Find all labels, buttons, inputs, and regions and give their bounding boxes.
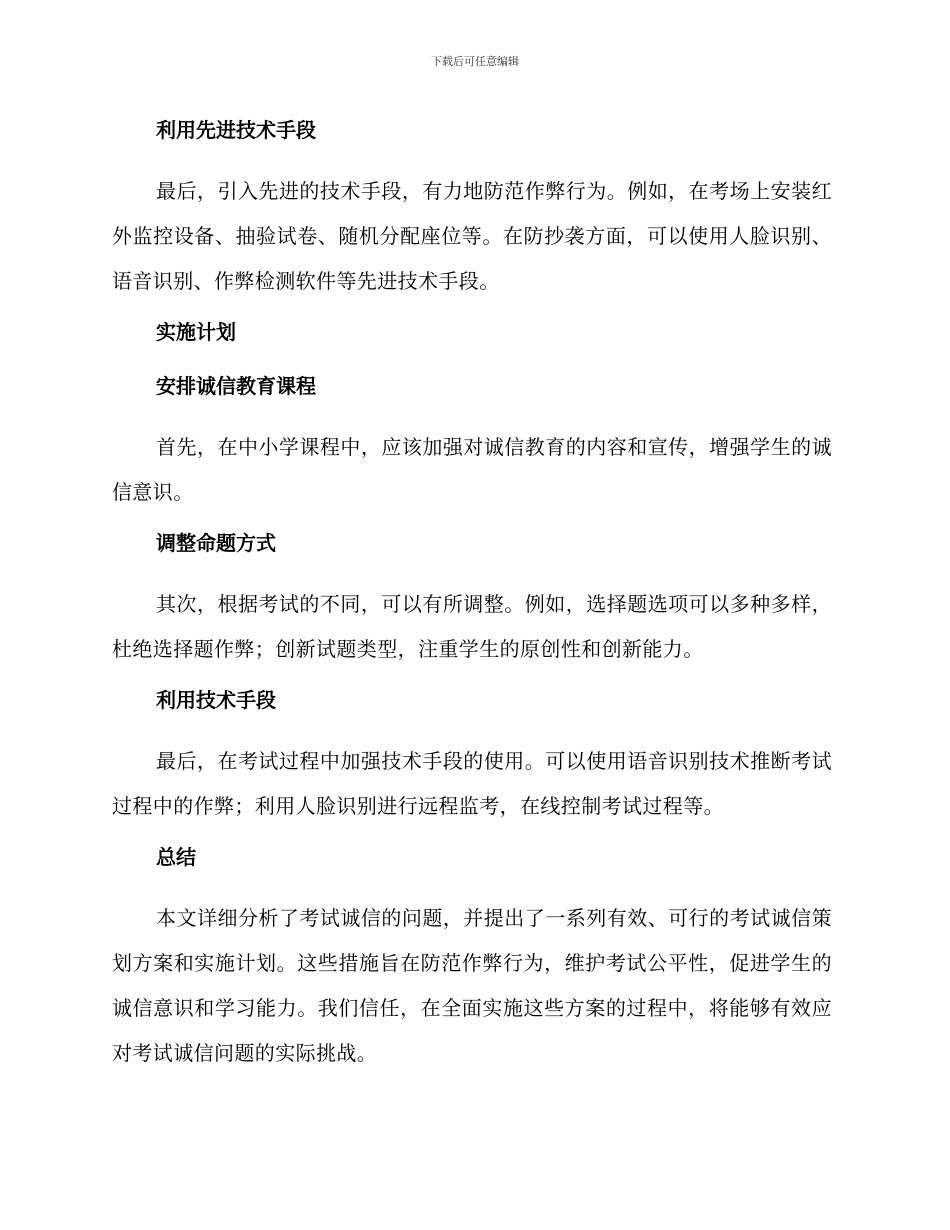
paragraph-advanced-tech: 最后，引入先进的技术手段，有力地防范作弊行为。例如，在考场上安装红外监控设备、抽验试卷、随机分配座位等。在防抄袭方面，可以使用人脸识别、语音识别、作弊检测软件等先进技术手段。 [112, 179, 832, 293]
section-heading-advanced-tech: 利用先进技术手段 [156, 118, 316, 142]
page-header: 下载后可任意编辑 [431, 55, 519, 68]
section-heading-implementation-plan: 实施计划 [156, 320, 236, 344]
paragraph-question-method: 其次，根据考试的不同，可以有所调整。例如，选择题选项可以多种多样，杜绝选择题作弊；创新试题类型，注重学生的原创性和创新能力。 [112, 592, 832, 661]
document-body [112, 112, 832, 1089]
section-heading-question-method: 调整命题方式 [156, 531, 276, 555]
paragraph-integrity-course: 首先，在中小学课程中，应该加强对诚信教育的内容和宣传，增强学生的诚信意识。 [112, 435, 832, 504]
section-heading-integrity-course: 安排诚信教育课程 [156, 374, 316, 398]
section-heading-tech-means: 利用技术手段 [156, 688, 276, 712]
paragraph-summary: 本文详细分析了考试诚信的问题，并提出了一系列有效、可行的考试诚信策划方案和实施计划。这些措施旨在防范作弊行为，维护考试公平性，促进学生的诚信意识和学习能力。我们信任，在全面实施这些方案的过程中，将能够有效应对考试诚信问题的实际挑战。 [112, 906, 832, 1065]
paragraph-tech-means: 最后，在考试过程中加强技术手段的使用。可以使用语音识别技术推断考试过程中的作弊；利用人脸识别进行远程监考，在线控制考试过程等。 [112, 749, 832, 818]
section-heading-summary: 总结 [156, 845, 196, 869]
